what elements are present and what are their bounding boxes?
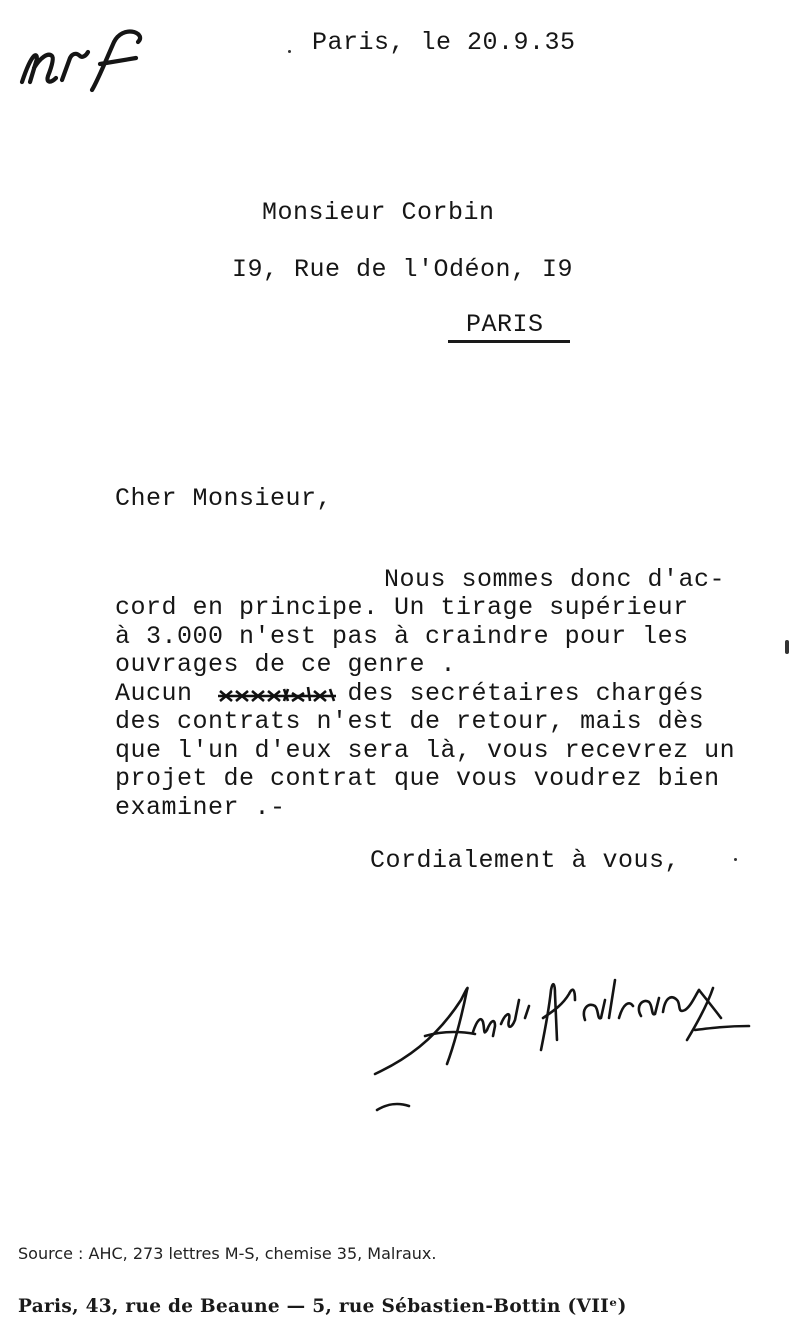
closing: Cordialement à vous, (370, 846, 681, 875)
nrf-logo (14, 24, 154, 94)
body-line-2: cord en principe. Un tirage supérieur (115, 593, 689, 622)
body-line-8: projet de contrat que vous voudrez bien (115, 764, 720, 793)
city-underline (448, 340, 570, 343)
paper-mark (785, 640, 789, 654)
source-note: Source : AHC, 273 lettres M-S, chemise 35, Malraux. (18, 1244, 437, 1263)
body-line-6: des contrats n'est de retour, mais dès (115, 707, 705, 736)
body-line-4: ouvrages de ce genre . (115, 650, 457, 679)
recipient-name: Monsieur Corbin (262, 198, 495, 227)
handwritten-signature (365, 960, 765, 1140)
salutation: Cher Monsieur, (115, 484, 333, 513)
struck-out-word (218, 683, 338, 705)
body-line-1: Nous sommes donc d'ac- (384, 565, 726, 594)
footer-address: Paris, 43, rue de Beaune — 5, rue Sébastien-Bottin (VIIᵉ) (18, 1296, 627, 1317)
body-line-7: que l'un d'eux sera là, vous recevrez un (115, 736, 736, 765)
recipient-city: PARIS (466, 310, 544, 339)
body-line-3: à 3.000 n'est pas à craindre pour les (115, 622, 689, 651)
body-line-9: examiner .- (115, 793, 286, 822)
date-line: Paris, le 20.9.35 (312, 28, 576, 57)
paper-speck (288, 50, 291, 53)
recipient-street: I9, Rue de l'Odéon, I9 (232, 255, 574, 284)
paper-speck (734, 858, 737, 861)
body-line-5: Aucun des secrétaires chargés (115, 679, 705, 708)
